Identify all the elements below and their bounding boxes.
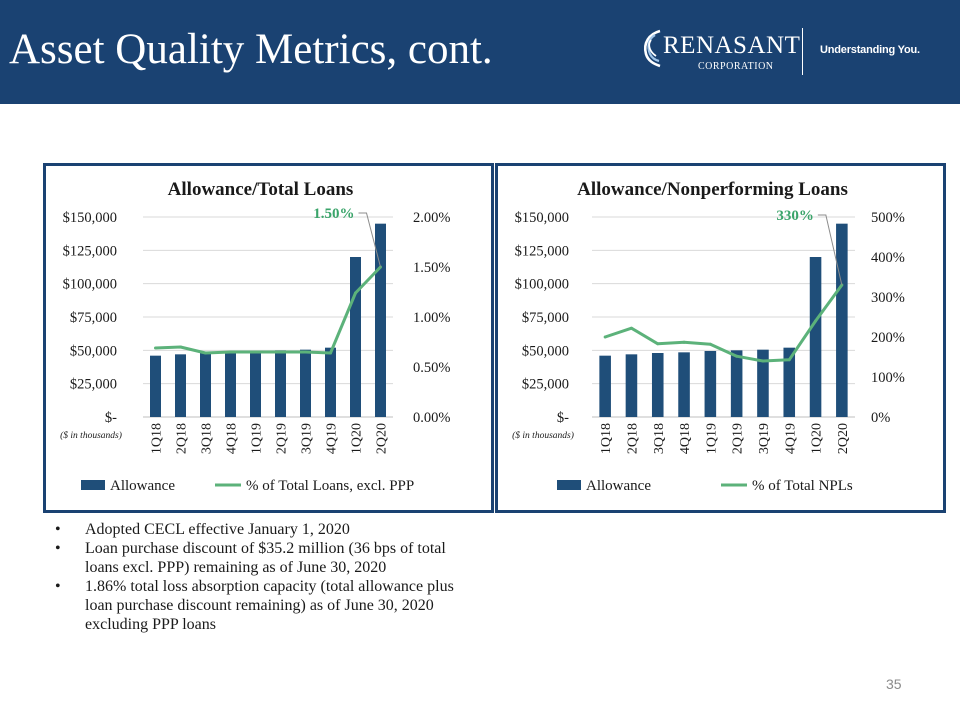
bullet-item: • Loan purchase discount of $35.2 million (36 bps of total loans excl. PPP) remaining as of June 30, 2020 [55,539,455,577]
y-right-tick-label: 2.00% [413,210,451,226]
y-right-tick-label: 1.50% [413,260,451,276]
line-annotation: 1.50% [313,206,355,222]
bar [200,353,211,417]
line-point [604,336,607,339]
x-tick-label: 1Q18 [599,423,615,455]
logo-name: RENASANT [663,32,801,59]
x-tick-label: 2Q20 [374,423,390,455]
y-left-tick-label: $75,000 [521,310,569,326]
x-tick-label: 4Q19 [783,423,799,455]
line-point [304,351,307,354]
y-left-tick-label: $150,000 [62,210,117,226]
chart-title: Allowance/Nonperforming Loans [577,179,848,200]
x-tick-label: 1Q19 [704,423,720,455]
y-left-tick-label: $- [556,410,569,426]
y-left-tick-label: $- [104,410,117,426]
bar [705,351,717,417]
x-tick-label: 4Q18 [678,423,694,455]
line-point [204,352,207,355]
x-tick-label: 4Q19 [324,423,340,455]
x-tick-label: 3Q18 [651,423,667,455]
y-right-tick-label: 100% [871,370,905,386]
bar [350,257,361,417]
bullet-list [55,520,455,634]
x-tick-label: 1Q19 [249,423,265,455]
chart-allowance-npls [495,163,946,513]
bar [300,350,311,417]
chart-allowance-total-loans [43,163,494,513]
y-left-tick-label: $25,000 [69,376,117,393]
wave-icon [640,28,664,68]
line-point [788,358,791,361]
line-point [354,292,357,295]
y-left-tick-label: $100,000 [62,276,117,293]
y-right-tick-label: 500% [871,210,905,226]
line-point [709,343,712,346]
bar [275,350,286,417]
y-right-tick-label: 300% [871,290,905,306]
chart-title: Allowance/Total Loans [167,179,354,200]
x-tick-label: 2Q19 [274,423,290,455]
x-tick-label: 2Q19 [730,423,746,455]
line-point [179,346,182,349]
page-number: 35 [886,676,902,692]
bar [325,348,336,417]
line-point [630,327,633,330]
line-point [814,320,817,323]
y-left-tick-label: $50,000 [69,343,117,360]
renasant-logo [640,26,801,74]
line-point [761,360,764,363]
line-point [229,351,232,354]
bullet-item: • 1.86% total loss absorption capacity (total allowance plus loan purchase discount remaining) as of June 30, 2020 excluding PPP loans [55,577,455,634]
bar [836,224,848,417]
y-right-tick-label: 200% [871,330,905,346]
logo-sub: CORPORATION [698,61,774,72]
y-left-tick-label: $150,000 [514,210,569,226]
axis-note: ($ in thousands) [512,431,574,441]
x-tick-label: 1Q18 [149,423,165,455]
tagline: Understanding You. [820,44,920,56]
bar [150,356,161,417]
y-left-tick-label: $50,000 [521,343,569,360]
y-left-tick-label: $75,000 [69,310,117,326]
bar [652,353,664,417]
bar [250,351,261,417]
line-point [656,342,659,345]
bar [626,354,638,417]
bullet-item: • Adopted CECL effective January 1, 2020 [55,520,455,539]
legend-label: % of Total NPLs [752,478,853,494]
line-point [279,351,282,354]
line-point [329,352,332,355]
x-tick-label: 1Q20 [349,423,365,455]
legend-label: Allowance [110,478,175,494]
axis-note: ($ in thousands) [60,431,122,441]
x-tick-label: 2Q20 [835,423,851,455]
legend-swatch-bar [557,480,581,490]
x-tick-label: 3Q19 [756,423,772,455]
line-point [735,355,738,358]
line-point [254,351,257,354]
legend-label: Allowance [586,478,651,494]
legend-swatch-bar [81,480,105,490]
bar [599,356,611,417]
x-tick-label: 4Q18 [224,423,240,455]
x-tick-label: 2Q18 [625,423,641,455]
y-right-tick-label: 0.00% [413,410,451,426]
x-tick-label: 2Q18 [174,423,190,455]
line-annotation: 330% [776,208,814,224]
bar [731,350,743,417]
x-tick-label: 3Q19 [299,423,315,455]
bar [225,352,236,417]
x-tick-label: 1Q20 [809,423,825,455]
y-left-tick-label: $100,000 [514,276,569,293]
y-left-tick-label: $25,000 [521,376,569,393]
slide-title: Asset Quality Metrics, cont. [9,26,493,73]
y-right-tick-label: 0.50% [413,360,451,376]
y-right-tick-label: 400% [871,250,905,266]
y-left-tick-label: $125,000 [62,243,117,260]
bar [810,257,822,417]
y-left-tick-label: $125,000 [514,243,569,260]
logo-divider [802,28,803,75]
line-point [154,347,157,350]
line-point [683,341,686,344]
x-tick-label: 3Q18 [199,423,215,455]
legend-label: % of Total Loans, excl. PPP [246,478,415,494]
bar [175,354,186,417]
bar [678,352,690,417]
y-right-tick-label: 0% [871,410,891,426]
y-right-tick-label: 1.00% [413,310,451,326]
